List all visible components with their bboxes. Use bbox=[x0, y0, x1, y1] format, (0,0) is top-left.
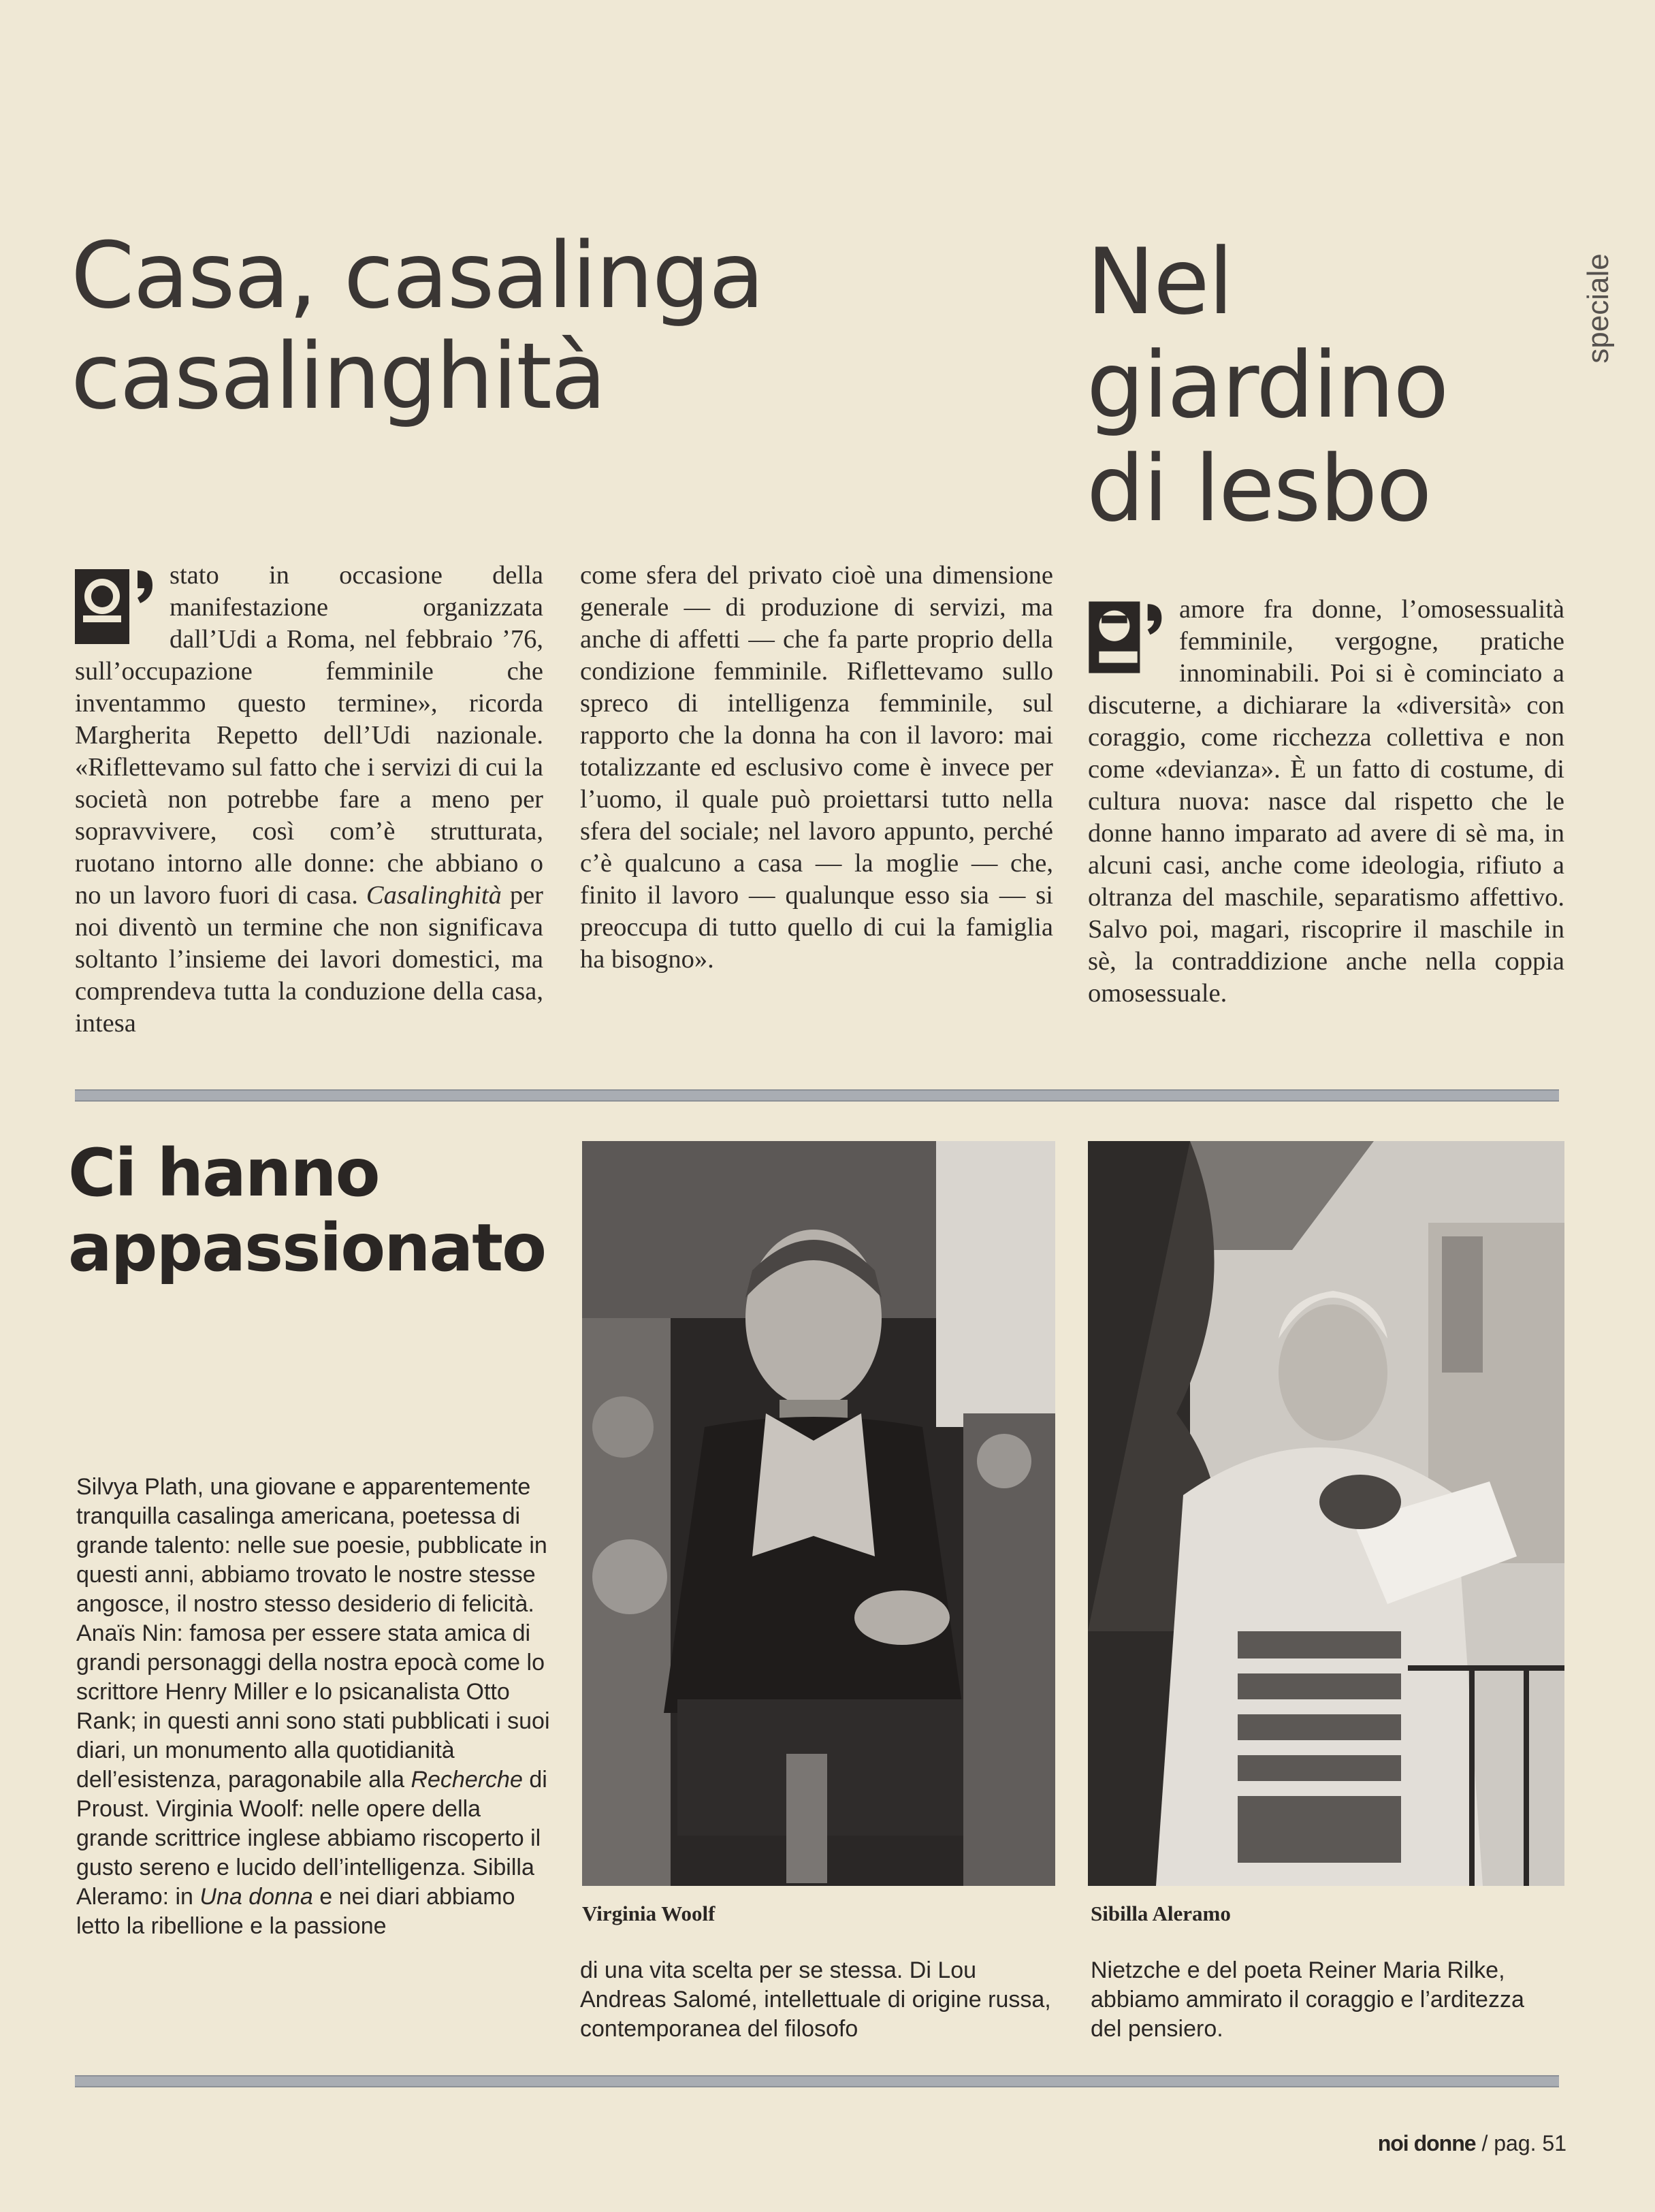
article1-title-line2: casalinghità bbox=[71, 323, 605, 430]
page-footer bbox=[1378, 2131, 1566, 2156]
virginia-woolf-image bbox=[582, 1141, 1055, 1886]
article3-column3: Nietzche e del poeta Reiner Maria Rilke, abbiamo ammirato il coraggio e l’arditezza del pensiero. bbox=[1091, 1957, 1524, 2042]
article1-column2: come sfera del privato cioè una dimensione generale — di produzione di servizi, ma anche di affetti — che fa parte proprio della condizione femminile. Riflettevamo sullo spreco di intelligenza femminile, sul rapporto che la donna ha con il lavoro: mai totalizzante ed esclusivo come è invece per l’uomo, il quale può proiettarsi tutto nella sfera del sociale; nel lavoro appunto, perché c’è qualcuno a casa — la moglie — che, finito il lavoro — qualunque esso sia — si preoccupa di tutto quello di cui la famiglia ha bisogno». bbox=[580, 561, 1053, 974]
dropcap-l-icon bbox=[1088, 596, 1170, 679]
article2-title bbox=[1087, 230, 1563, 541]
article3-column2: di una vita scelta per se stessa. Di Lou Andreas Salomé, intellettuale di origine russa, contemporanea del filosofo bbox=[580, 1957, 1051, 2042]
page-number: / pag. 51 bbox=[1481, 2131, 1566, 2155]
dropcap-e-icon bbox=[75, 562, 160, 651]
article2-title-line1: Nel bbox=[1087, 229, 1232, 335]
article1-title-line1: Casa, casalinga bbox=[71, 223, 764, 329]
section-label: speciale bbox=[1581, 253, 1615, 364]
magazine-name: noi donne bbox=[1377, 2131, 1476, 2155]
article2-title-line3: di lesbo bbox=[1087, 436, 1431, 542]
photo-virginia-woolf bbox=[582, 1141, 1055, 1886]
article3-title-line1: Ci hanno bbox=[68, 1135, 379, 1211]
caption-virginia-woolf: Virginia Woolf bbox=[582, 1902, 716, 1925]
article3-title-line2: appassionato bbox=[68, 1210, 546, 1286]
top-divider bbox=[75, 1089, 1559, 1102]
article2-title-line2: giardino bbox=[1087, 332, 1448, 438]
caption-sibilla-aleramo: Sibilla Aleramo bbox=[1091, 1902, 1231, 1925]
bottom-divider bbox=[75, 2075, 1559, 2087]
article3-title bbox=[68, 1136, 585, 1285]
article1-title bbox=[71, 223, 874, 430]
photo-sibilla-aleramo bbox=[1088, 1141, 1564, 1886]
article2-body: amore fra donne, l’omosessualità femminile, vergogne, pratiche innominabili. Poi si è cominciato a discuterne, a dichiarare la «diversità» con coraggio, come ricchezza collettiva e non come «devianza». È un fatto di costume, di cultura nuova: nasce dal rispetto che le donne hanno imparato ad avere di sè ma, in alcuni casi, anche come ideologia, rifiuto a oltranza del maschile, separatismo affettivo. Salvo poi, magari, riscoprire il maschile in sè, la contraddizione anche nella coppia omosessuale. bbox=[1088, 595, 1564, 1008]
article3-column1: Silvya Plath, una giovane e apparentemente tranquilla casalinga americana, poetessa di grande talento: nelle sue poesie, pubblicate in questi anni, abbiamo trovato le nostre stesse angosce, il nostro stesso desiderio di felicità. Anaïs Nin: famosa per essere stata amica di grandi personaggi della nostra epocà come lo scrittore Henry Miller e lo psicanalista Otto Rank; in questi anni sono stati pubblicati i suoi diari, un monumento alla quotidianità dell’esistenza, paragonabile alla Recherche di Proust. Virginia Woolf: nelle opere della grande scrittrice inglese abbiamo riscoperto il gusto sereno e lucido dell’intelligenza. Sibilla Aleramo: in Una donna e nei diari abbiamo letto la ribellione e la passione bbox=[76, 1474, 550, 1939]
article1-column1: stato in occasione della manifestazione organizzata dall’Udi a Roma, nel febbraio ’76, sull’occupazione femminile che inventammo questo termine», ricorda Margherita Repetto dell’Udi nazionale. «Riflettevamo sul fatto che i servizi di cui la società non potrebbe fare a meno per sopravvivere, così com’è strutturata, ruotano intorno alle donne: che abbiano o no un lavoro fuori di casa. Casalinghità per noi diventò un termine che non significava soltanto l’insieme dei lavori domestici, ma comprendeva tutta la conduzione della casa, intesa bbox=[75, 561, 544, 1038]
sibilla-aleramo-image bbox=[1088, 1141, 1564, 1886]
